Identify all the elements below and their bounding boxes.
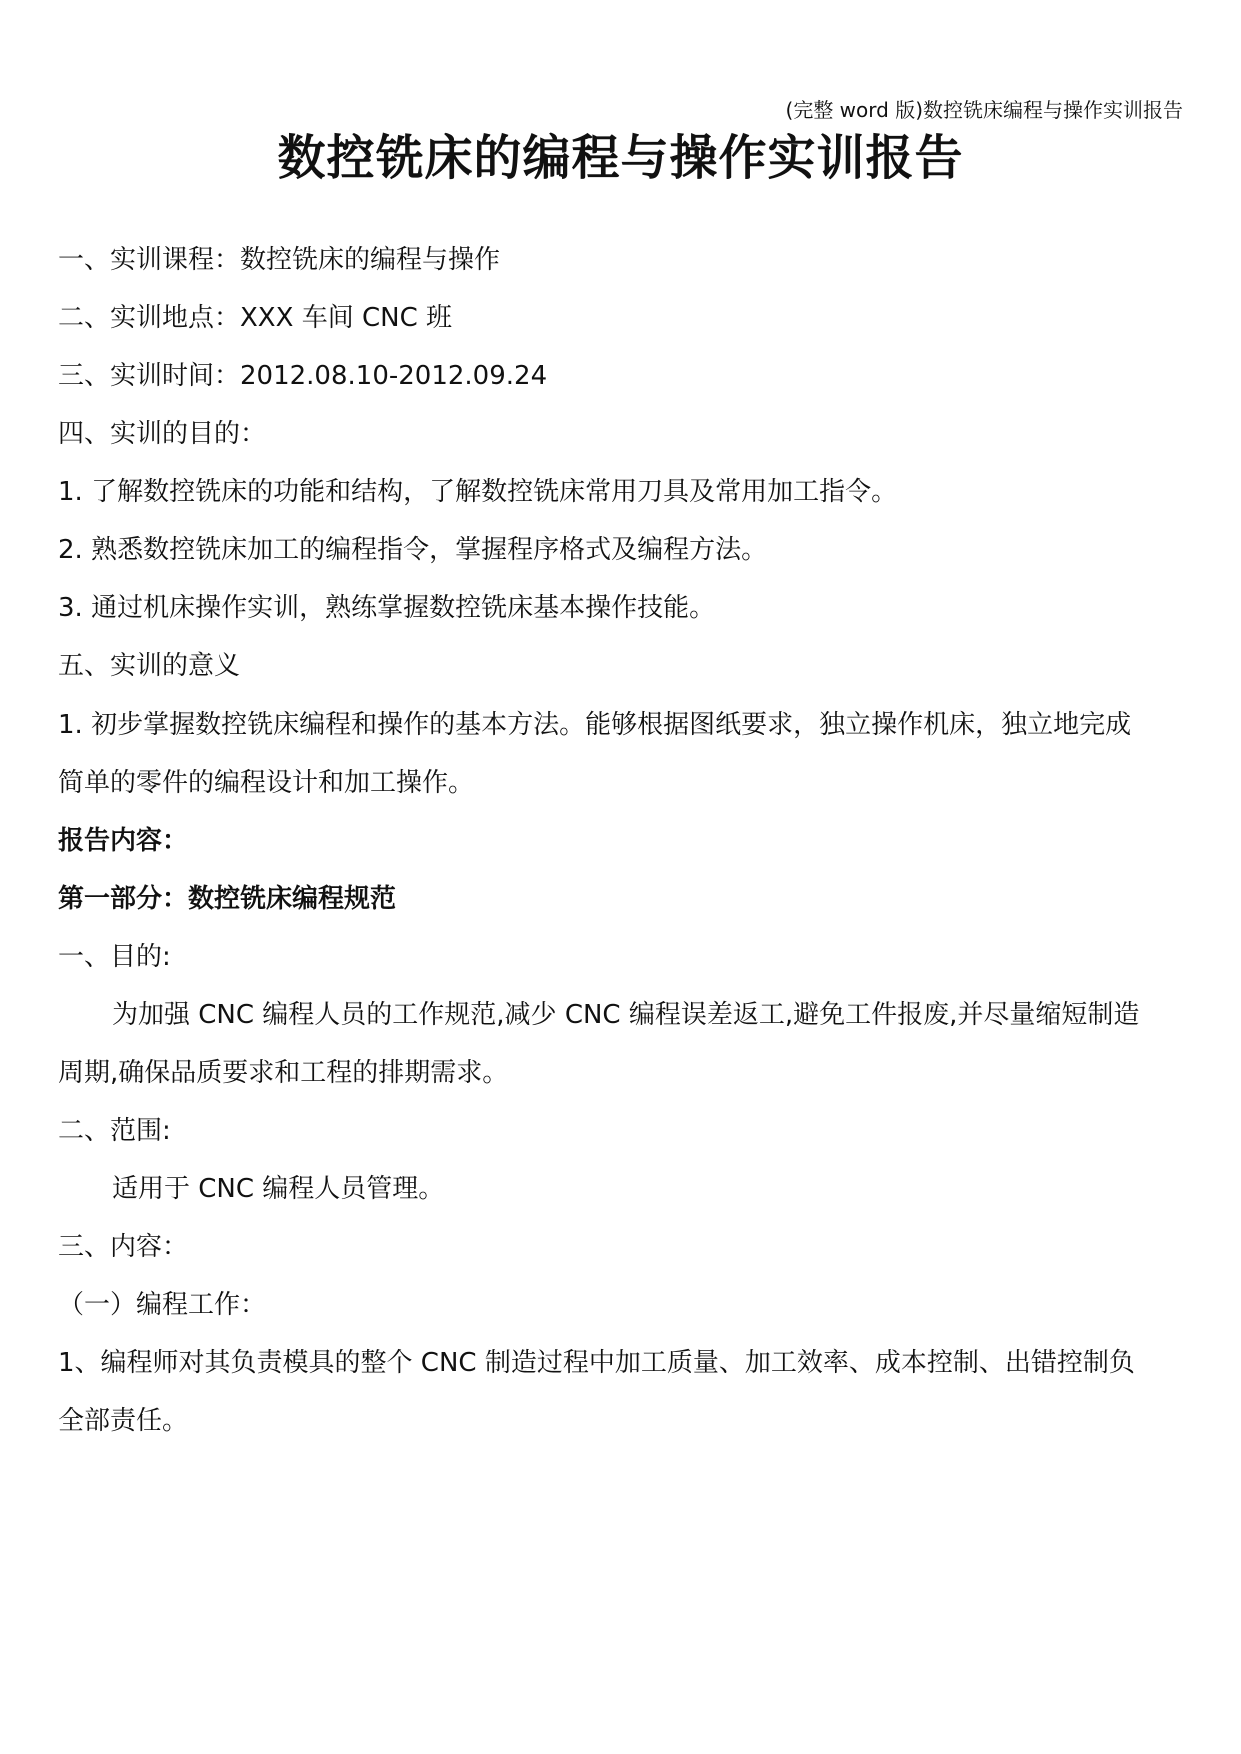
scope-paragraph: 适用于 CNC 编程人员管理。 <box>112 1174 445 1204</box>
programming-work-heading: （一）编程工作： <box>58 1290 267 1320</box>
scope-heading: 二、范围: <box>58 1116 171 1146</box>
significance-item-1-cont: 简单的零件的编程设计和加工操作。 <box>58 768 475 798</box>
time-line: 三、实训时间：2012.08.10-2012.09.24 <box>58 361 548 391</box>
programming-work-item-1-cont: 全部责任。 <box>58 1406 189 1436</box>
header-note: (完整 word 版)数控铣床编程与操作实训报告 <box>785 98 1183 122</box>
content-heading: 三、内容： <box>58 1232 189 1262</box>
purpose-heading: 四、实训的目的： <box>58 419 267 449</box>
report-content-heading: 报告内容： <box>58 826 189 856</box>
significance-item-1: 1. 初步掌握数控铣床编程和操作的基本方法。能够根据图纸要求，独立操作机床，独立地完成 <box>58 710 1132 740</box>
purpose-item-2: 2. 熟悉数控铣床加工的编程指令，掌握程序格式及编程方法。 <box>58 535 768 565</box>
significance-heading: 五、实训的意义 <box>58 651 241 681</box>
part-one-heading: 第一部分：数控铣床编程规范 <box>58 884 397 914</box>
course-line: 一、实训课程：数控铣床的编程与操作 <box>58 245 501 275</box>
objective-paragraph: 为加强 CNC 编程人员的工作规范,减少 CNC 编程误差返工,避免工件报废,并尽量缩短制造 <box>112 1000 1140 1030</box>
programming-work-item-1: 1、编程师对其负责模具的整个 CNC 制造过程中加工质量、加工效率、成本控制、出错控制负 <box>58 1348 1135 1378</box>
objective-paragraph-cont: 周期,确保品质要求和工程的排期需求。 <box>58 1058 509 1088</box>
document-title: 数控铣床的编程与操作实训报告 <box>277 130 964 186</box>
objective-heading: 一、目的: <box>58 942 171 972</box>
purpose-item-3: 3. 通过机床操作实训，熟练掌握数控铣床基本操作技能。 <box>58 593 716 623</box>
location-line: 二、实训地点：XXX 车间 CNC 班 <box>58 303 452 333</box>
purpose-item-1: 1. 了解数控铣床的功能和结构，了解数控铣床常用刀具及常用加工指令。 <box>58 477 898 507</box>
